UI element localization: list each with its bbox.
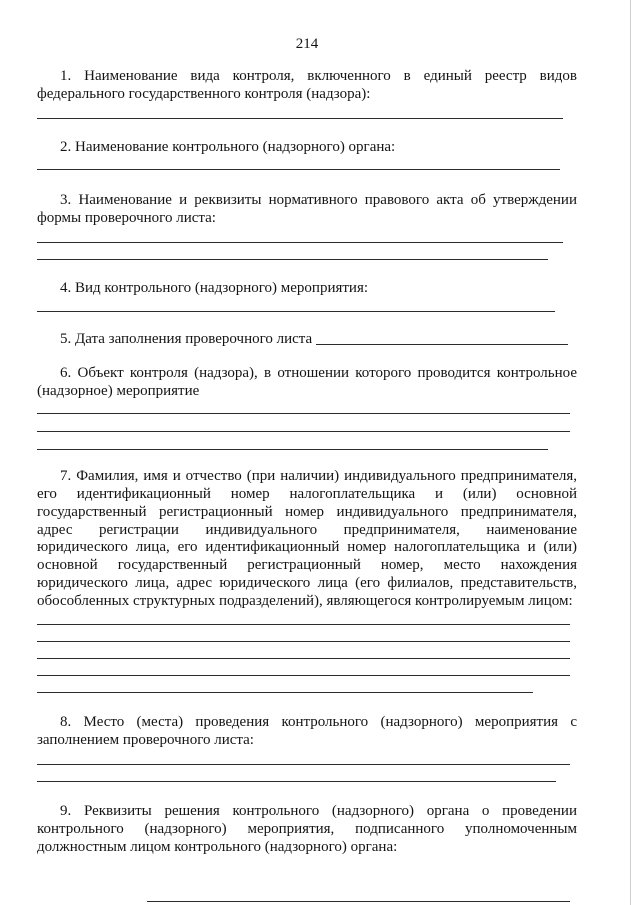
fill-line: [37, 675, 570, 676]
item-text-line: юридического лица, его идентификационный номер налогоплательщика и (или): [37, 539, 577, 555]
fill-line: [37, 311, 555, 312]
item-text-line: основной государственный регистрационный номер, место нахождения: [37, 557, 577, 573]
item-text-line: 4. Вид контрольного (надзорного) мероприятия:: [60, 280, 369, 296]
fill-line: [37, 781, 556, 782]
item-text-line: (надзорное) мероприятие: [37, 383, 200, 399]
item-text-line: должностным лицом контрольного (надзорного) органа:: [37, 839, 398, 855]
fill-line: [37, 449, 548, 450]
scan-edge: [630, 0, 631, 905]
item-text-line: формы проверочного листа:: [37, 210, 216, 226]
item-text-line: федерального государственного контроля (надзора):: [37, 86, 371, 102]
fill-line: [37, 259, 548, 260]
fill-line: [37, 242, 563, 243]
page-number: 214: [295, 36, 319, 52]
date-fill-line: [316, 344, 568, 345]
fill-line: [37, 624, 570, 625]
item-text-line: адрес регистрации индивидуального предпринимателя, наименование: [37, 522, 577, 538]
fill-line: [37, 692, 533, 693]
item-text-line: 2. Наименование контрольного (надзорного) органа:: [60, 139, 396, 155]
item-text-line: 6. Объект контроля (надзора), в отношении которого проводится контрольное: [60, 365, 577, 381]
fill-line: [37, 169, 560, 170]
item-text-line: 9. Реквизиты решения контрольного (надзорного) органа о проведении: [60, 803, 577, 819]
fill-line: [37, 118, 563, 119]
item-text-line: государственный регистрационный номер индивидуального предпринимателя,: [37, 504, 577, 520]
fill-line: [37, 431, 570, 432]
item-text-line: 7. Фамилия, имя и отчество (при наличии) индивидуального предпринимателя,: [60, 468, 577, 484]
fill-line: [37, 764, 570, 765]
item-text-line: 1. Наименование вида контроля, включенного в единый реестр видов: [60, 68, 577, 84]
item-text-line: обособленных структурных подразделений), являющегося контролируемым лицом:: [37, 593, 573, 609]
item-text-line: контрольного (надзорного) мероприятия, подписанного уполномоченным: [37, 821, 577, 837]
item-text-line: его идентификационный номер налогоплательщика и (или) основной: [37, 486, 577, 502]
item-text-line: юридического лица, адрес юридического лица (его филиалов, представительств,: [37, 575, 577, 591]
fill-line: [37, 413, 570, 414]
fill-line: [37, 658, 570, 659]
item-text-line: 3. Наименование и реквизиты нормативного правового акта об утверждении: [60, 192, 577, 208]
item-text-line: 8. Место (места) проведения контрольного (надзорного) мероприятия с: [60, 714, 577, 730]
fill-line: [147, 901, 570, 902]
item-text-line: заполнением проверочного листа:: [37, 732, 254, 748]
fill-line: [37, 641, 570, 642]
item-text-line: 5. Дата заполнения проверочного листа: [60, 331, 313, 347]
